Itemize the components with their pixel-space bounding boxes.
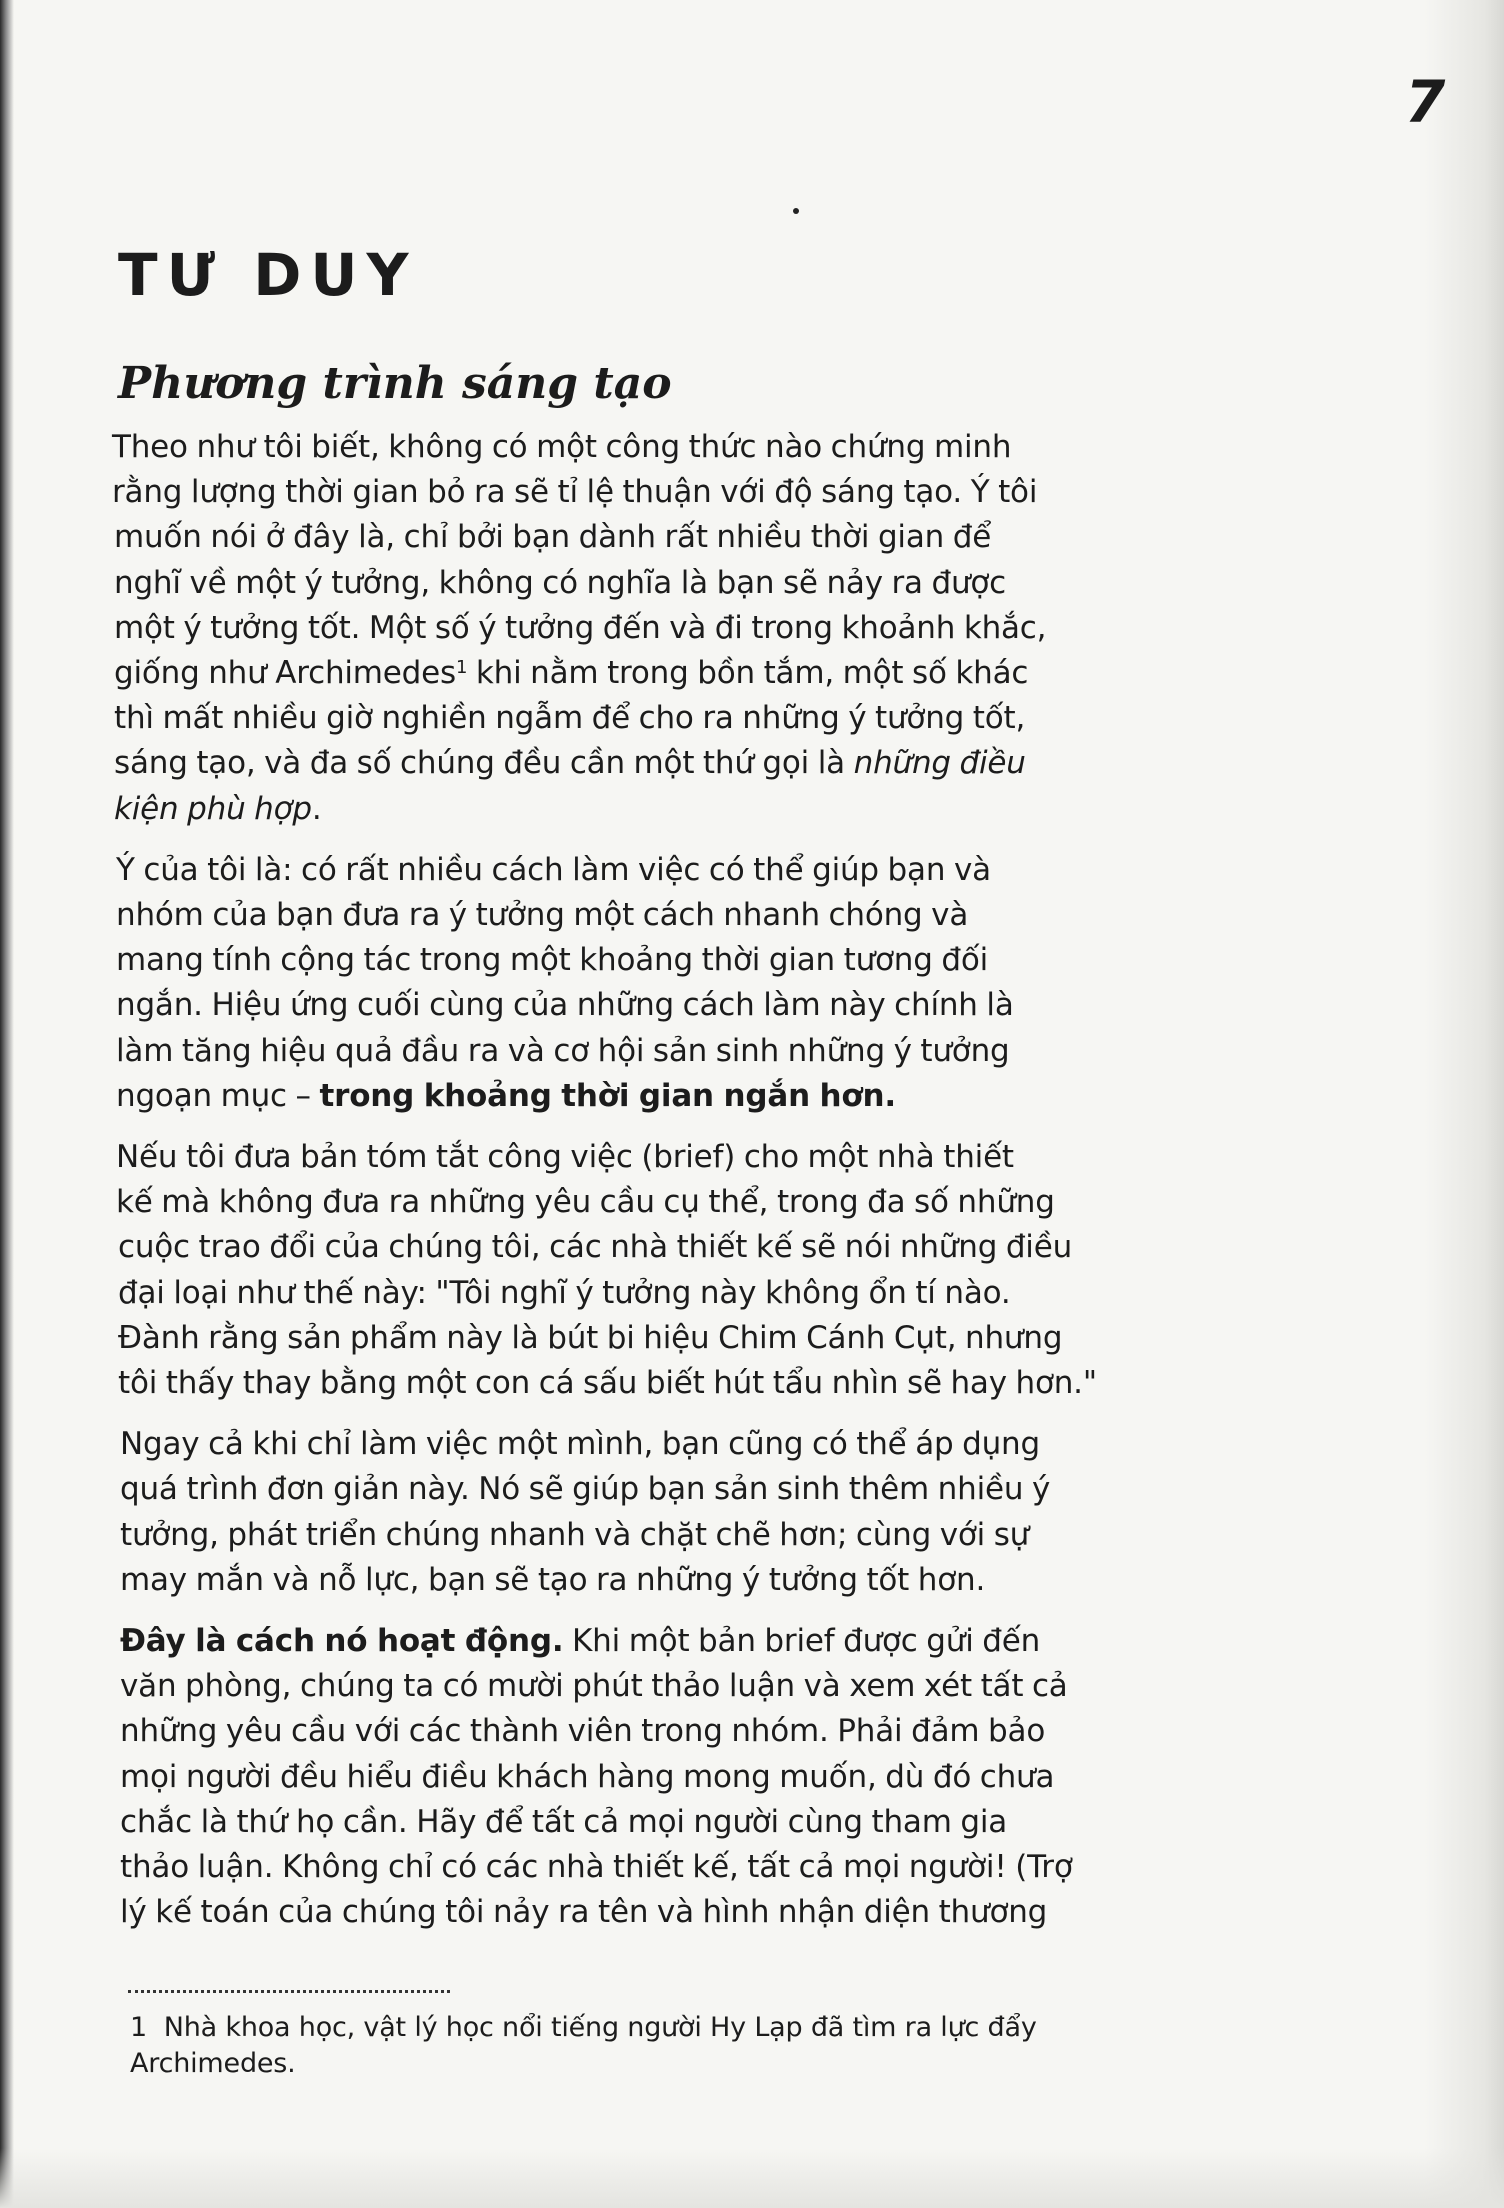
- print-speck: [793, 208, 799, 214]
- text-line: làm tăng hiệu quả đầu ra và cơ hội sản sinh những ý tưởng: [116, 1032, 1010, 1069]
- paragraph-1: [112, 425, 1112, 832]
- bold-text: Đây là cách nó hoạt động.: [120, 1623, 564, 1660]
- footnote-divider: [128, 1990, 450, 1993]
- text-line: quá trình đơn giản này. Nó sẽ giúp bạn sản sinh thêm nhiều ý: [120, 1471, 1051, 1508]
- text-line: nghĩ về một ý tưởng, không có nghĩa là bạn sẽ nảy ra được: [114, 564, 1007, 601]
- emphasis-text: những điều: [853, 745, 1026, 782]
- text-line: tôi thấy thay bằng một con cá sấu biết hút tẩu nhìn sẽ hay hơn.": [118, 1365, 1097, 1402]
- text-line: đại loại như thế này: "Tôi nghĩ ý tưởng này không ổn tí nào.: [118, 1274, 1011, 1311]
- page-edge-shadow-left: [0, 0, 14, 2208]
- text-segment: Khi một bản brief được gửi đến: [563, 1623, 1041, 1660]
- text-line: một ý tưởng tốt. Một số ý tưởng đến và đi trong khoảnh khắc,: [114, 609, 1047, 646]
- text-line: Ngay cả khi chỉ làm việc một mình, bạn cũng có thể áp dụng: [120, 1426, 1040, 1463]
- text-line: những yêu cầu với các thành viên trong nhóm. Phải đảm bảo: [120, 1713, 1046, 1750]
- page-number: 7: [1405, 68, 1446, 136]
- text-line: [112, 1619, 1112, 1664]
- paragraph-3: [112, 1135, 1112, 1406]
- footnote-text: Nhà khoa học, vật lý học nổi tiếng người Hy Lạp đã tìm ra lực đẩy: [163, 2012, 1037, 2043]
- footnote-reference: 1: [455, 657, 468, 679]
- footnote-line: Archimedes.: [130, 2048, 296, 2079]
- text-line: nhóm của bạn đưa ra ý tưởng một cách nhanh chóng và: [116, 897, 969, 934]
- paragraph-5: [112, 1619, 1112, 1935]
- text-line: ngắn. Hiệu ứng cuối cùng của những cách làm này chính là: [116, 987, 1014, 1024]
- page-edge-shadow-right: [1424, 0, 1504, 2208]
- text-segment: .: [311, 790, 322, 827]
- text-line: tưởng, phát triển chúng nhanh và chặt chẽ hơn; cùng với sự: [120, 1516, 1030, 1553]
- footnote-line: [130, 2010, 1130, 2046]
- text-line: mọi người đều hiểu điều khách hàng mong muốn, dù đó chưa: [120, 1758, 1055, 1795]
- body-text: [112, 425, 1112, 1952]
- text-line: [112, 651, 1112, 696]
- page-edge-shadow-bottom: [0, 2148, 1504, 2208]
- text-segment: giống như Archimedes: [114, 655, 456, 692]
- text-line: cuộc trao đổi của chúng tôi, các nhà thiết kế sẽ nói những điều: [118, 1229, 1073, 1266]
- text-segment: khi nằm trong bồn tắm, một số khác: [467, 655, 1029, 692]
- paragraph-2: [112, 848, 1112, 1119]
- text-line: Theo như tôi biết, không có một công thức nào chứng minh: [112, 429, 1012, 465]
- text-line: Ý của tôi là: có rất nhiều cách làm việc có thể giúp bạn và: [116, 851, 991, 888]
- emphasis-text: kiện phù hợp: [114, 790, 312, 827]
- text-line: Đành rằng sản phẩm này là bút bi hiệu Chim Cánh Cụt, nhưng: [118, 1319, 1063, 1356]
- text-line: Nếu tôi đưa bản tóm tắt công việc (brief) cho một nhà thiết: [116, 1139, 1014, 1176]
- text-line: thảo luận. Không chỉ có các nhà thiết kế, tất cả mọi người! (Trợ: [120, 1849, 1073, 1886]
- footnote-number: 1: [130, 2012, 147, 2043]
- text-line: lý kế toán của chúng tôi nảy ra tên và hình nhận diện thương: [120, 1894, 1048, 1931]
- text-line: văn phòng, chúng ta có mười phút thảo luận và xem xét tất cả: [120, 1668, 1068, 1705]
- text-line: kế mà không đưa ra những yêu cầu cụ thể, trong đa số những: [116, 1184, 1055, 1221]
- text-segment: sáng tạo, và đa số chúng đều cần một thứ gọi là: [114, 745, 854, 782]
- footnote: [130, 2010, 1130, 2082]
- text-line: muốn nói ở đây là, chỉ bởi bạn dành rất nhiều thời gian để: [114, 519, 992, 556]
- text-line: [112, 741, 1112, 786]
- text-line: rằng lượng thời gian bỏ ra sẽ tỉ lệ thuận với độ sáng tạo. Ý tôi: [112, 474, 1038, 511]
- text-line: [112, 787, 1112, 832]
- text-line: may mắn và nỗ lực, bạn sẽ tạo ra những ý tưởng tốt hơn.: [120, 1561, 986, 1598]
- paragraph-4: [112, 1422, 1112, 1603]
- text-line: mang tính cộng tác trong một khoảng thời gian tương đối: [116, 942, 989, 979]
- text-line: [112, 1074, 1112, 1119]
- section-title: Phương trình sáng tạo: [118, 358, 672, 409]
- text-line: thì mất nhiều giờ nghiền ngẫm để cho ra những ý tưởng tốt,: [114, 700, 1026, 737]
- bold-text: trong khoảng thời gian ngắn hơn.: [319, 1077, 896, 1114]
- text-line: chắc là thứ họ cần. Hãy để tất cả mọi người cùng tham gia: [120, 1803, 1008, 1840]
- text-segment: ngoạn mục –: [116, 1077, 320, 1114]
- chapter-title: TƯ DUY: [118, 241, 418, 309]
